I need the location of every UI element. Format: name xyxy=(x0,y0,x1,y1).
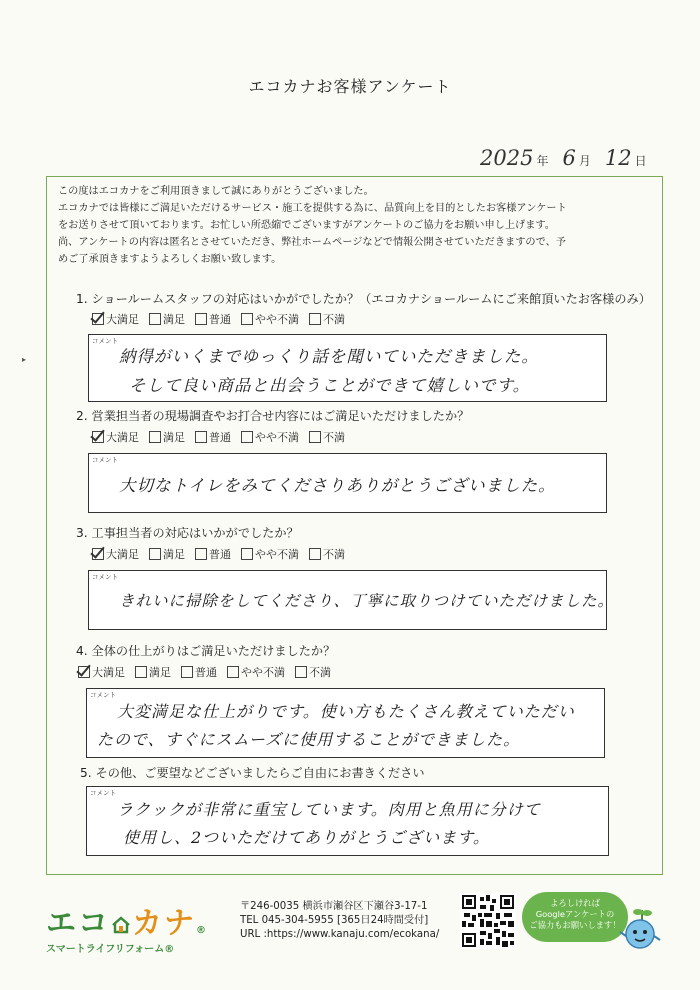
option-satisfied[interactable] xyxy=(149,311,185,327)
checkbox[interactable] xyxy=(241,431,253,443)
checkbox[interactable] xyxy=(295,666,307,678)
checkbox[interactable] xyxy=(195,548,207,560)
handwritten-comment-line: 大変満足な仕上がりです。使い方もたくさん教えていただい xyxy=(117,702,575,721)
checkbox[interactable] xyxy=(181,666,193,678)
mascot-icon xyxy=(616,906,664,954)
option-label: 普通 xyxy=(209,313,231,326)
handwritten-comment-line: たので、すぐにスムーズに使用することができました。 xyxy=(97,730,521,749)
intro-line: エコカナでは皆様にご満足いただけるサービス・施工を提供する為に、品質向上を目的としたお客様アンケート xyxy=(58,203,567,214)
date-month: 6 xyxy=(562,146,576,170)
bubble-line: よろしければ xyxy=(550,898,600,908)
option-normal[interactable] xyxy=(195,429,231,445)
logo-part: カナ xyxy=(132,906,196,941)
logo-registered-mark: ® xyxy=(196,925,208,936)
option-dissatisfied[interactable] xyxy=(295,664,331,680)
option-label: やや不満 xyxy=(255,548,299,561)
phone-line: TEL 045-304-5955 [365日24時間受付] xyxy=(240,915,429,926)
handwritten-comment-line: 使用し、2ついただけてありがとうございます。 xyxy=(123,828,490,847)
checkbox[interactable] xyxy=(227,666,239,678)
handwritten-comment-line: きれいに掃除をしてくださり、丁寧に取りつけていただけました。 xyxy=(119,592,615,610)
bubble-line: Googleアンケートの xyxy=(535,909,615,919)
survey-title: エコカナお客様アンケート xyxy=(248,77,452,96)
checkbox[interactable] xyxy=(195,431,207,443)
question-3: 3. 工事担当者の対応はいかがでしたか？ xyxy=(76,526,299,540)
option-normal[interactable] xyxy=(181,664,217,680)
logo-part: エコ xyxy=(46,906,110,941)
option-label: 普通 xyxy=(195,666,217,679)
option-label: 不満 xyxy=(323,313,345,326)
comment-label: コメント xyxy=(92,337,118,345)
option-label: 不満 xyxy=(323,431,345,444)
option-label: 普通 xyxy=(209,431,231,444)
checkbox-checked[interactable] xyxy=(78,666,90,678)
date-year-unit: 年 xyxy=(536,154,549,168)
option-very-satisfied[interactable] xyxy=(78,664,125,680)
option-very-satisfied[interactable] xyxy=(92,429,139,445)
intro-line: 尚、アンケートの内容は匿名とさせていただき、弊社ホームページなどで情報公開させていただきますので、予 xyxy=(58,237,566,248)
option-label: やや不満 xyxy=(241,666,285,679)
option-dissatisfied[interactable] xyxy=(309,546,345,562)
comment-box-4[interactable] xyxy=(86,688,605,758)
option-satisfied[interactable] xyxy=(149,429,185,445)
option-somewhat-dissatisfied[interactable] xyxy=(241,311,299,327)
checkbox[interactable] xyxy=(195,313,207,325)
option-label: 大満足 xyxy=(106,431,139,444)
question-1-options xyxy=(92,311,345,327)
checkbox[interactable] xyxy=(149,548,161,560)
question-2-options xyxy=(92,429,345,445)
checkbox[interactable] xyxy=(149,313,161,325)
google-survey-bubble xyxy=(522,892,628,942)
date-day-unit: 日 xyxy=(634,154,647,168)
company-address xyxy=(240,900,439,942)
option-label: 大満足 xyxy=(106,548,139,561)
handwritten-comment-line: 納得がいくまでゆっくり話を聞いていただきました。 xyxy=(119,347,539,366)
checkbox[interactable] xyxy=(309,548,321,560)
option-label: やや不満 xyxy=(255,313,299,326)
option-label: 満足 xyxy=(163,431,185,444)
option-label: やや不満 xyxy=(255,431,299,444)
option-label: 大満足 xyxy=(106,313,139,326)
checkbox[interactable] xyxy=(309,431,321,443)
url-line[interactable]: URL :https://www.kanaju.com/ecokana/ xyxy=(240,929,440,940)
option-somewhat-dissatisfied[interactable] xyxy=(227,664,285,680)
question-5: 5. その他、ご要望などございましたらご自由にお書きください xyxy=(80,766,425,780)
margin-marker: ▸ xyxy=(22,355,27,364)
company-logo xyxy=(46,898,208,955)
checkbox[interactable] xyxy=(241,548,253,560)
intro-line: めご了承頂きますようよろしくお願い致します。 xyxy=(58,254,282,265)
option-very-satisfied[interactable] xyxy=(92,311,139,327)
address-line: 〒246-0035 横浜市瀬谷区下瀬谷3-17-1 xyxy=(240,901,428,912)
option-satisfied[interactable] xyxy=(149,546,185,562)
intro-text xyxy=(58,183,658,268)
option-label: 大満足 xyxy=(92,666,125,679)
comment-label: コメント xyxy=(92,456,118,464)
option-dissatisfied[interactable] xyxy=(309,311,345,327)
comment-label: コメント xyxy=(90,691,116,699)
comment-box-3[interactable] xyxy=(88,570,615,630)
comment-box-2[interactable] xyxy=(88,453,607,513)
option-label: 普通 xyxy=(209,548,231,561)
comment-box-5[interactable] xyxy=(86,786,609,856)
comment-label: コメント xyxy=(90,789,116,797)
option-label: 満足 xyxy=(163,313,185,326)
option-label: 満足 xyxy=(163,548,185,561)
checkbox-checked[interactable] xyxy=(92,548,104,560)
checkbox[interactable] xyxy=(149,431,161,443)
question-4-options xyxy=(78,664,331,680)
date-year: 2025 xyxy=(480,146,534,170)
checkbox[interactable] xyxy=(309,313,321,325)
qr-code-icon[interactable] xyxy=(460,893,516,949)
handwritten-comment-line: 大切なトイレをみてくださりありがとうございました。 xyxy=(119,476,556,495)
logo-wordmark xyxy=(46,898,208,942)
checkbox-checked[interactable] xyxy=(92,313,104,325)
handwritten-comment-line: ラクックが非常に重宝しています。肉用と魚用に分けて xyxy=(117,800,541,819)
date-day: 12 xyxy=(604,146,632,170)
question-1: 1. ショールームスタッフの対応はいかがでしたか？（エコカナショールームにご来館頂いたお客様のみ） xyxy=(76,292,651,306)
checkbox-checked[interactable] xyxy=(92,431,104,443)
checkbox[interactable] xyxy=(135,666,147,678)
option-very-satisfied[interactable] xyxy=(92,546,139,562)
comment-box-1[interactable] xyxy=(88,334,607,402)
comment-label: コメント xyxy=(92,573,118,581)
question-3-options xyxy=(92,546,345,562)
intro-line: をお送りさせて頂いております。お忙しい所恐縮でございますがアンケートのご協力をお願い申し上げます。 xyxy=(58,220,555,231)
option-somewhat-dissatisfied[interactable] xyxy=(241,429,299,445)
option-normal[interactable] xyxy=(195,546,231,562)
option-normal[interactable] xyxy=(195,311,231,327)
option-label: 満足 xyxy=(149,666,171,679)
date-month-unit: 月 xyxy=(578,154,591,168)
house-icon xyxy=(111,915,131,935)
option-dissatisfied[interactable] xyxy=(309,429,345,445)
option-label: 不満 xyxy=(323,548,345,561)
option-label: 不満 xyxy=(309,666,331,679)
bubble-line: ご協力もお願いします！ xyxy=(529,920,621,930)
handwritten-comment-line: そして良い商品と出会うことができて嬉しいです。 xyxy=(129,376,531,395)
question-2: 2. 営業担当者の現場調査やお打合せ内容にはご満足いただけましたか？ xyxy=(76,409,470,423)
option-somewhat-dissatisfied[interactable] xyxy=(241,546,299,562)
intro-line: この度はエコカナをご利用頂きまして誠にありがとうございました。 xyxy=(58,186,374,197)
checkbox[interactable] xyxy=(241,313,253,325)
logo-tagline: スマートライフリフォーム® xyxy=(46,944,175,955)
survey-date xyxy=(480,146,647,170)
question-4: 4. 全体の仕上がりはご満足いただけましたか？ xyxy=(76,644,336,658)
option-satisfied[interactable] xyxy=(135,664,171,680)
